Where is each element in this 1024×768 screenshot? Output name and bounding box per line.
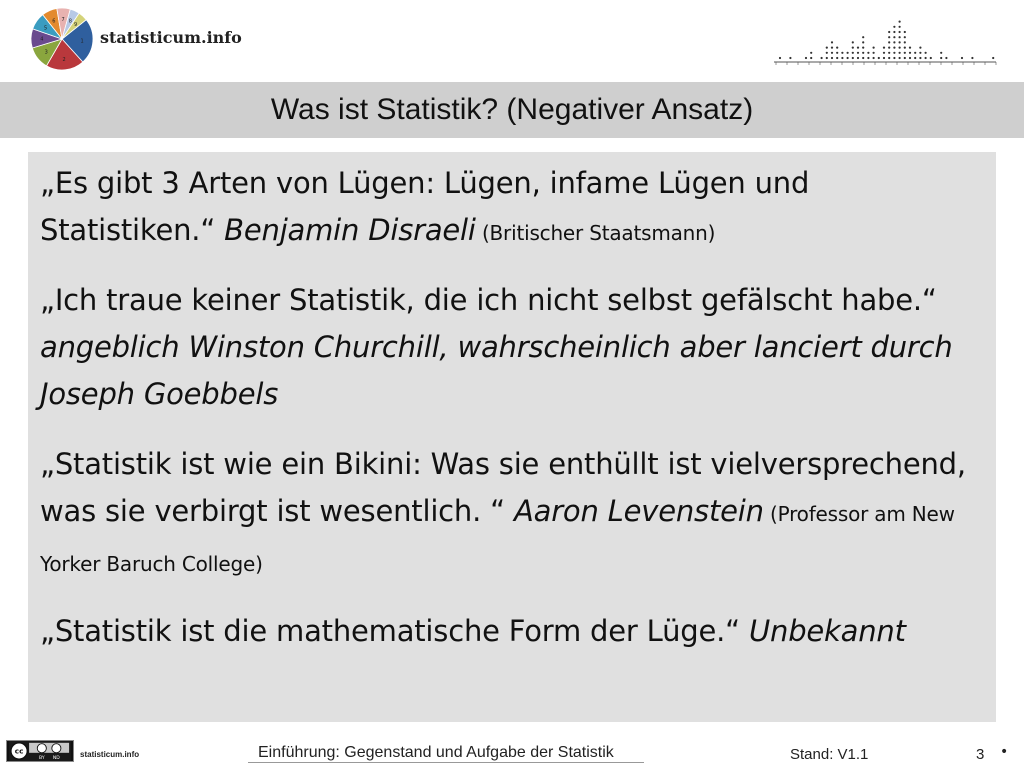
dotplot-dot — [909, 47, 911, 49]
dotplot-dot — [862, 36, 864, 38]
dotplot-dot — [821, 57, 823, 59]
dotplot-dot — [919, 52, 921, 54]
dotplot-dot — [904, 41, 906, 43]
dotplot-dot — [883, 52, 885, 54]
slide-footer — [0, 736, 1024, 768]
dotplot-dot — [836, 57, 838, 59]
slide-header — [0, 0, 1024, 80]
dotplot-dot — [841, 52, 843, 54]
dotplot-dot — [857, 57, 859, 59]
dotplot-dot — [826, 52, 828, 54]
dotplot-dot — [945, 57, 947, 59]
dotplot-dot — [971, 57, 973, 59]
footer-version: Stand: V1.1 — [790, 746, 869, 763]
logo-slice-label: 5 — [43, 25, 48, 32]
dotplot-dot — [826, 47, 828, 49]
dotplot-dot — [919, 57, 921, 59]
dotplot-dot — [899, 21, 901, 23]
quote-author-role: (Britischer Staatsmann) — [475, 221, 716, 245]
dotplot-dot — [867, 57, 869, 59]
dotplot-dot — [940, 52, 942, 54]
dotplot-dot — [992, 57, 994, 59]
quote-text: „Ich traue keiner Statistik, die ich nicht selbst gefälscht habe.“ — [40, 283, 937, 317]
dotplot-dot — [831, 57, 833, 59]
dotplot-dot — [925, 57, 927, 59]
dotplot-dot — [883, 57, 885, 59]
dotplot-dot — [852, 47, 854, 49]
title-bar — [0, 82, 1024, 138]
dotplot-dot — [847, 57, 849, 59]
license-site: statisticum.info — [80, 750, 140, 759]
dotplot-decoration-icon — [770, 8, 1002, 68]
dotplot-dot — [873, 57, 875, 59]
dotplot-dot — [873, 52, 875, 54]
dotplot-dot — [904, 31, 906, 33]
footer-course-title: Einführung: Gegenstand und Aufgabe der Statistik — [258, 744, 614, 761]
dotplot-dot — [904, 36, 906, 38]
dotplot-dot — [831, 41, 833, 43]
footer-bullet: • — [1000, 744, 1009, 760]
dotplot-dot — [810, 57, 812, 59]
dotplot-dot — [878, 57, 880, 59]
dotplot-dot — [930, 57, 932, 59]
dotplot-dot — [899, 47, 901, 49]
quote-author: Benjamin Disraeli — [224, 213, 476, 247]
dotplot-dot — [888, 36, 890, 38]
quote-item — [40, 277, 974, 421]
dotplot-dot — [909, 57, 911, 59]
dotplot-dot — [893, 31, 895, 33]
dotplot-dot — [888, 41, 890, 43]
logo-slice-label: 6 — [52, 18, 56, 25]
dotplot-dot — [904, 47, 906, 49]
dotplot-dot — [899, 57, 901, 59]
dotplot-dot — [888, 31, 890, 33]
dotplot-dot — [899, 31, 901, 33]
dotplot-dot — [893, 36, 895, 38]
dotplot-dot — [883, 47, 885, 49]
dotplot-dot — [873, 47, 875, 49]
dotplot-dot — [904, 52, 906, 54]
svg-text:ND: ND — [52, 756, 60, 762]
dotplot-dot — [852, 41, 854, 43]
footer-divider — [248, 762, 644, 763]
dotplot-dot — [836, 52, 838, 54]
logo-slice-label: 7 — [61, 16, 65, 23]
dotplot-dot — [961, 57, 963, 59]
quote-item — [40, 441, 974, 588]
dotplot-dot — [831, 47, 833, 49]
dotplot-dot — [789, 57, 791, 59]
dotplot-dot — [919, 47, 921, 49]
quote-text: „Statistik ist wie ein Bikini: Was sie enthüllt ist vielversprechend, was sie verbirgt ist wesentlich. “ — [40, 447, 966, 528]
dotplot-dot — [857, 47, 859, 49]
dotplot-dot — [940, 57, 942, 59]
logo-slice-label: 1 — [80, 38, 84, 45]
dotplot-dot — [826, 57, 828, 59]
quote-item — [40, 160, 974, 257]
dotplot-dot — [899, 41, 901, 43]
dotplot-dot — [852, 52, 854, 54]
dotplot-dot — [888, 52, 890, 54]
quote-author-role: (Professor am New Yorker Baruch College) — [40, 502, 955, 576]
dotplot-dot — [893, 26, 895, 28]
logo-slice-label: 9 — [74, 22, 78, 29]
dotplot-dot — [841, 57, 843, 59]
slide-title: Was ist Statistik? (Negativer Ansatz) — [270, 93, 754, 126]
dotplot-dot — [847, 52, 849, 54]
cc-license-badge-icon — [6, 740, 74, 762]
logo-slice-label: 3 — [44, 49, 48, 56]
page-number: 3 — [976, 746, 985, 763]
dotplot-dot — [852, 57, 854, 59]
quote-panel — [28, 152, 996, 722]
dotplot-dot — [899, 26, 901, 28]
dotplot-dot — [899, 36, 901, 38]
dotplot-dot — [862, 41, 864, 43]
dotplot-dot — [888, 57, 890, 59]
dotplot-dot — [904, 57, 906, 59]
quote-item — [40, 608, 974, 658]
dotplot-dot — [836, 47, 838, 49]
dotplot-dot — [893, 52, 895, 54]
dotplot-dot — [857, 52, 859, 54]
dotplot-dot — [909, 52, 911, 54]
dotplot-dot — [914, 57, 916, 59]
dotplot-dot — [779, 57, 781, 59]
quote-author: angeblich Winston Churchill, wahrscheinlich aber lanciert durch Joseph Goebbels — [40, 330, 953, 411]
dotplot-dot — [888, 47, 890, 49]
dotplot-dot — [805, 57, 807, 59]
dotplot-dot — [867, 52, 869, 54]
dotplot-dot — [893, 47, 895, 49]
logo-slice-label: 2 — [62, 57, 66, 64]
dotplot-dot — [831, 52, 833, 54]
dotplot-dot — [914, 52, 916, 54]
quote-author: Unbekannt — [748, 614, 906, 648]
dotplot-dot — [862, 57, 864, 59]
dotplot-dot — [899, 52, 901, 54]
svg-text:BY: BY — [38, 756, 45, 762]
quote-author: Aaron Levenstein — [513, 494, 764, 528]
dotplot-dot — [925, 52, 927, 54]
dotplot-dot — [893, 41, 895, 43]
dotplot-dot — [862, 47, 864, 49]
dotplot-dot — [893, 57, 895, 59]
dotplot-dot — [810, 52, 812, 54]
logo-slice-label: 8 — [68, 18, 72, 25]
quote-text: „Es gibt 3 Arten von Lügen: Lügen, infame Lügen und Statistiken.“ — [40, 166, 810, 247]
quote-text: „Statistik ist die mathematische Form der Lüge.“ — [40, 614, 749, 648]
logo-slice-label: 4 — [40, 36, 44, 43]
dotplot-dot — [862, 52, 864, 54]
brand-name: statisticum.info — [100, 28, 242, 47]
pie-chart-logo — [26, 6, 98, 72]
svg-text:cc: cc — [14, 746, 24, 756]
